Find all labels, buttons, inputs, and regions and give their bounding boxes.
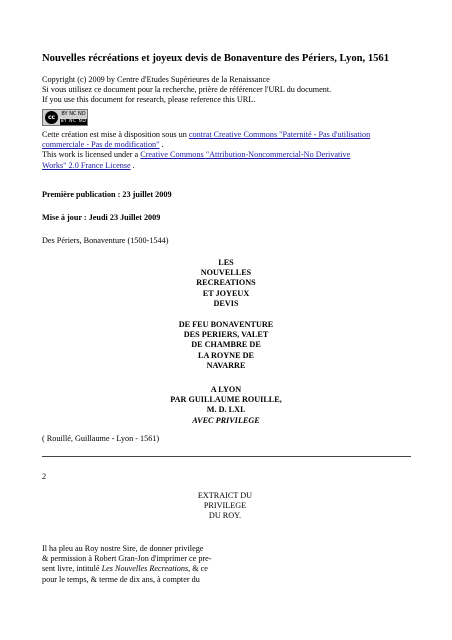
- body-paragraph: [42, 544, 342, 585]
- update-date: Mise à jour : Jeudi 23 Juillet 2009: [42, 213, 161, 222]
- license-fr-link[interactable]: contrat Creative Commons "Paternité - Pas d'utilisation: [188, 130, 371, 139]
- cc-icon: cc: [45, 111, 58, 124]
- license-en-prefix: This work is licensed under a: [42, 150, 141, 160]
- body-line: Il ha pleu au Roy nostre Sire, de donner privilege: [42, 544, 204, 553]
- body-line: pour le temps, & terme de dix ans, à compter du: [42, 574, 200, 584]
- license-fr-link-cont[interactable]: commerciale - Pas de modification": [42, 140, 160, 150]
- license-en-link-cont[interactable]: Works" 2.0 France License: [42, 160, 131, 170]
- citation-line: ( Rouillé, Guillaume - Lyon - 1561): [42, 434, 160, 443]
- license-en-link[interactable]: Creative Commons "Attribution-Noncommercial-No Derivative: [140, 150, 351, 160]
- imprint-line: A LYON: [210, 385, 242, 394]
- copyright-line-en: If you use this document for research, please reference this URL.: [42, 95, 256, 105]
- title-line: NOUVELLES: [200, 268, 252, 278]
- extrait-line: EXTRAICT DU: [197, 491, 253, 500]
- document-title: Nouvelles récréations et joyeux devis de Bonaventure des Périers, Lyon, 1561: [42, 53, 390, 64]
- imprint-line: M. D. LXI.: [206, 405, 246, 415]
- title-line: DES PERIERS, VALET: [183, 330, 269, 340]
- body-line: [42, 564, 342, 574]
- title-line: NAVARRE: [206, 360, 246, 370]
- extrait-heading: [160, 491, 290, 522]
- title-line: RECREATIONS: [196, 278, 256, 288]
- body-text: sent livre, intitulé: [42, 564, 102, 574]
- title-line: DEVIS: [213, 298, 239, 308]
- license-fr: [42, 130, 417, 150]
- copyright-notice: [42, 75, 422, 106]
- extrait-line: PRIVILEGE: [203, 501, 247, 511]
- privilege-line: AVEC PRIVILEGE: [192, 415, 260, 425]
- license-en-suffix: .: [130, 160, 135, 170]
- extrait-line: DU ROY.: [208, 511, 242, 521]
- title-line: LES: [218, 258, 234, 267]
- license-notice: [42, 130, 417, 171]
- creative-commons-badge[interactable]: [42, 109, 88, 126]
- title-line: DE FEU BONAVENTURE: [178, 320, 274, 329]
- title-line: ET JOYEUX: [202, 288, 250, 298]
- book-title-italic: Les Nouvelles Recreations: [101, 564, 189, 574]
- cc-badge-strip: BY NC ND: [60, 119, 87, 124]
- body-text: , & ce: [188, 564, 208, 574]
- page-number: 2: [42, 472, 47, 481]
- author-line: Des Périers, Bonaventure (1500-1544): [42, 236, 169, 245]
- book-title-block: [60, 258, 392, 309]
- title-line: LA ROYNE DE: [198, 350, 254, 360]
- imprint-block: [60, 385, 392, 426]
- page-divider: [42, 456, 411, 457]
- license-en: [42, 150, 417, 170]
- title-line: DE CHAMBRE DE: [191, 340, 261, 350]
- license-fr-prefix: Cette création est mise à disposition sous un: [42, 130, 189, 139]
- first-publication-date: Première publication : 23 juillet 2009: [42, 190, 172, 199]
- imprint-line: PAR GUILLAUME ROUILLE,: [170, 395, 282, 405]
- body-line: & permission à Robert Gran-Jon d'imprimer ce pre-: [42, 554, 212, 564]
- copyright-line-fr: Si vous utilisez ce document pour la recherche, prière de référencer l'URL du document.: [42, 85, 332, 95]
- license-fr-suffix: .: [159, 140, 164, 150]
- copyright-line: Copyright (c) 2009 by Centre d'Etudes Supérieures de la Renaissance: [42, 75, 270, 84]
- cc-badge-top: BY NC ND: [61, 111, 86, 117]
- author-title-block: [60, 320, 392, 371]
